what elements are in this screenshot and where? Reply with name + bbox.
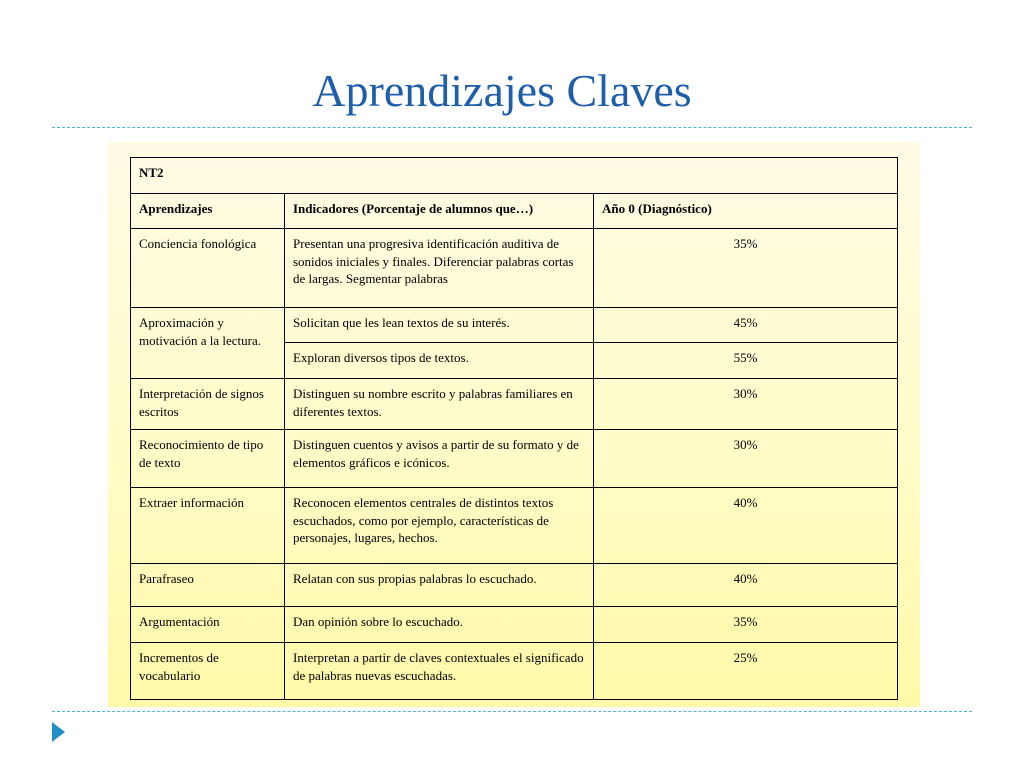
cell-valor: 40% <box>594 564 898 607</box>
slide-title: Aprendizajes Claves <box>312 65 692 116</box>
header-aprendizajes: Aprendizajes <box>131 194 285 229</box>
table-row <box>131 430 898 488</box>
cell-indicador: Reconocen elementos centrales de distintos textos escuchados, como por ejemplo, características de personajes, lugares, hechos. <box>285 488 594 564</box>
header-indicadores: Indicadores (Porcentaje de alumnos que…) <box>285 194 594 229</box>
table-section-row <box>131 158 898 194</box>
cell-valor: 30% <box>594 379 898 430</box>
cell-valor: 35% <box>594 607 898 643</box>
cell-valor: 25% <box>594 643 898 700</box>
table-row <box>131 379 898 430</box>
cell-indicador: Distinguen su nombre escrito y palabras familiares en diferentes textos. <box>285 379 594 430</box>
cell-indicador: Solicitan que les lean textos de su interés. <box>285 308 594 343</box>
header-anio: Año 0 (Diagnóstico) <box>594 194 898 229</box>
cell-aprendizaje: Conciencia fonológica <box>131 229 285 308</box>
cell-aprendizaje: Aproximación y motivación a la lectura. <box>131 308 285 379</box>
cell-indicador: Presentan una progresiva identificación auditiva de sonidos iniciales y finales. Diferenciar palabras cortas de largas. Segmentar palabras <box>285 229 594 308</box>
cell-aprendizaje: Extraer información <box>131 488 285 564</box>
cell-aprendizaje: Reconocimiento de tipo de texto <box>131 430 285 488</box>
table-header-row <box>131 194 898 229</box>
section-label: NT2 <box>131 158 898 194</box>
table-row <box>131 488 898 564</box>
cell-aprendizaje: Incrementos de vocabulario <box>131 643 285 700</box>
table-row <box>131 643 898 700</box>
top-divider <box>52 127 972 128</box>
cell-aprendizaje: Argumentación <box>131 607 285 643</box>
cell-indicador: Exploran diversos tipos de textos. <box>285 343 594 379</box>
cell-valor: 40% <box>594 488 898 564</box>
cell-aprendizaje: Interpretación de signos escritos <box>131 379 285 430</box>
cell-indicador: Relatan con sus propias palabras lo escuchado. <box>285 564 594 607</box>
table-row <box>131 308 898 343</box>
table-row <box>131 607 898 643</box>
cell-valor: 45% <box>594 308 898 343</box>
cell-indicador: Distinguen cuentos y avisos a partir de su formato y de elementos gráficos e icónicos. <box>285 430 594 488</box>
bottom-divider <box>52 711 972 712</box>
table-row <box>131 229 898 308</box>
table-row <box>131 564 898 607</box>
cell-indicador: Interpretan a partir de claves contextuales el significado de palabras nuevas escuchadas. <box>285 643 594 700</box>
cell-valor: 35% <box>594 229 898 308</box>
triangle-bullet-icon <box>52 722 65 742</box>
cell-valor: 30% <box>594 430 898 488</box>
cell-indicador: Dan opinión sobre lo escuchado. <box>285 607 594 643</box>
cell-aprendizaje: Parafraseo <box>131 564 285 607</box>
learning-table <box>130 157 898 700</box>
cell-valor: 55% <box>594 343 898 379</box>
